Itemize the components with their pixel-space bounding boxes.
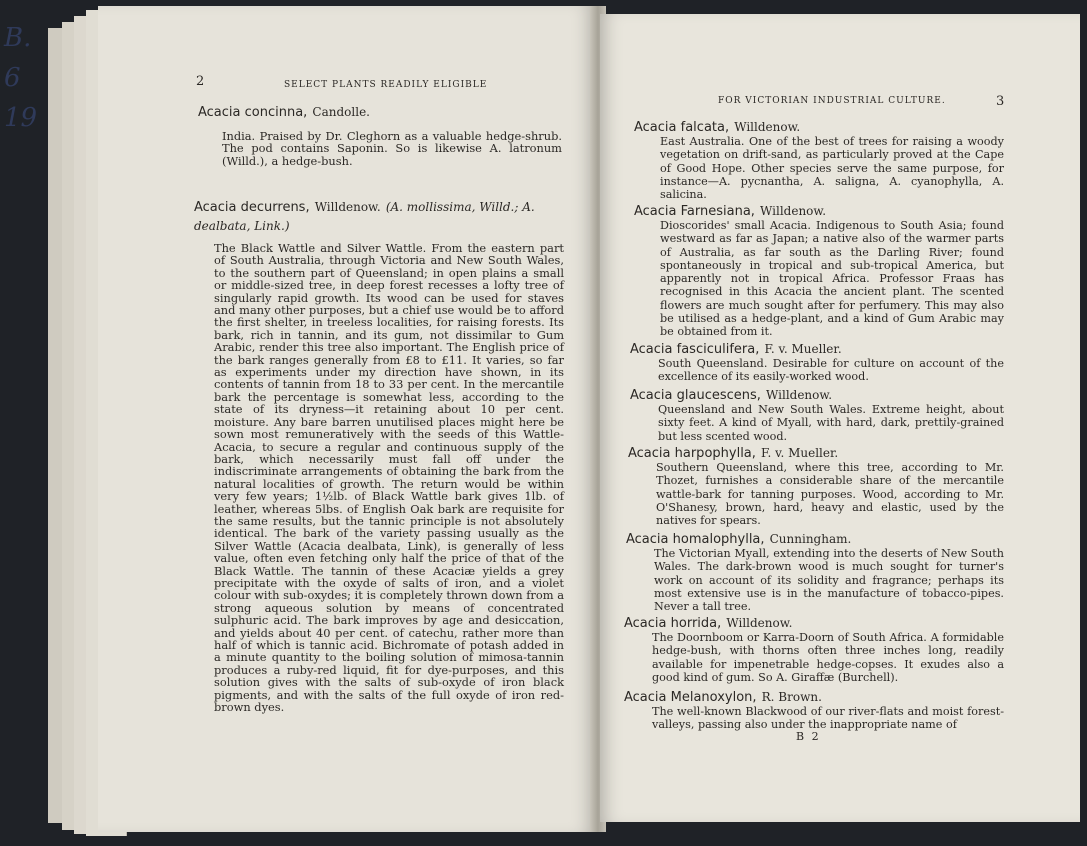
running-head: SELECT PLANTS READILY ELIGIBLE [284, 80, 488, 90]
left-page [98, 6, 594, 832]
entry-acacia-melanoxylon [624, 686, 1004, 732]
entry-acacia-horrida [624, 612, 1004, 684]
entry-name: Acacia harpophylla, [628, 446, 756, 461]
entry-acacia-falcata [634, 116, 1004, 201]
entry-name: Acacia fasciculifera, [630, 342, 760, 357]
entry-name: Acacia horrida, [624, 616, 722, 631]
entry-text: Queensland and New South Wales. Extreme height, about sixty feet. A kind of Myall, with hard, dark, prettily-grained but less scented wood. [658, 403, 1004, 443]
margin-note-line: 19 [4, 103, 38, 133]
entry-text: The well-known Blackwood of our river-flats and moist forest-valleys, passing also under the inappropriate name of [652, 705, 1004, 732]
entry-authority: Willdenow. [314, 200, 381, 214]
entry-acacia-farnesiana [634, 200, 1004, 339]
entry-text: Dioscorides' small Acacia. Indigenous to South Asia; found westward as far as Japan; a native also of the warmer parts of Australia, as far south as the Darling River; found spontaneously in tropical and sub-tropical America, but apparently not in tropical Africa. Professor Fraas has recognised in this Acacia the ancient plant. The scented flowers are much sought after for perfumery. This may also be utilised as a hedge-plant, and a kind of Gum Arabic may be obtained from it. [660, 219, 1004, 339]
margin-note-line: B. 6 [4, 23, 32, 93]
running-head: FOR VICTORIAN INDUSTRIAL CULTURE. [718, 96, 946, 106]
entry-authority: F. v. Mueller. [764, 342, 842, 356]
entry-text: The Victorian Myall, extending into the deserts of New South Wales. The dark-brown wood is much sought for turner's work on account of its solidity and fragrance; perhaps its most extensive use is in the manufacture of tobacco-pipes. Never a tall tree. [654, 547, 1004, 614]
entry-name: Acacia homalophylla, [626, 532, 765, 547]
entry-text: East Australia. One of the best of trees for raising a woody vegetation on drift-sand, as particularly proved at the Cape of Good Hope. Other species serve the same purpose, for instance—A. pycnantha, A. saligna, A. cyanophylla, A. salicina. [660, 135, 1004, 202]
entry-acacia-concinna [198, 101, 562, 168]
entry-synonyms: (A. mollissima, Willd.; A. dealbata, Link.) [194, 200, 535, 233]
entry-authority: Cunningham. [769, 532, 852, 546]
entry-authority: Willdenow. [734, 120, 801, 134]
right-page [600, 14, 1080, 822]
entry-acacia-homalophylla [626, 528, 1004, 613]
entry-authority: F. v. Mueller. [761, 446, 839, 460]
entry-text: Southern Queensland, where this tree, according to Mr. Thozet, furnishes a considerable share of the mercantile wattle-bark for tanning purposes. Wood, according to Mr. O'Shanesy, brown, hard, heavy and elastic, used by the natives for spears. [656, 461, 1004, 528]
entry-name: Acacia Melanoxylon, [624, 690, 757, 705]
entry-name: Acacia concinna, [198, 105, 308, 120]
entry-acacia-glaucescens [630, 384, 1004, 443]
entry-text: India. Praised by Dr. Cleghorn as a valuable hedge-shrub. The pod contains Saponin. So is likewise A. latronum (Willd.), a hedge-bush. [222, 129, 562, 168]
entry-authority: R. Brown. [761, 690, 822, 704]
entry-text: The Doornboom or Karra-Doorn of South Africa. A formidable hedge-bush, with thorns often three inches long, readily available for impenetrable hedge-copses. It exudes also a good kind of gum. So A. Giraffæ (Burchell). [652, 631, 1004, 684]
entry-acacia-fasciculifera [630, 338, 1004, 384]
entry-name: Acacia glaucescens, [630, 388, 761, 403]
entry-name: Acacia decurrens, [194, 200, 310, 215]
entry-acacia-decurrens [194, 196, 566, 713]
entry-name: Acacia falcata, [634, 120, 730, 135]
entry-acacia-harpophylla [628, 442, 1004, 527]
signature-mark: B 2 [796, 730, 821, 743]
entry-authority: Willdenow. [760, 204, 827, 218]
entry-authority: Willdenow. [726, 616, 793, 630]
page-number: 2 [196, 74, 205, 89]
entry-text: South Queensland. Desirable for culture on account of the excellence of its easily-worked wood. [658, 357, 1004, 384]
entry-authority: Candolle. [312, 105, 370, 119]
entry-name: Acacia Farnesiana, [634, 204, 755, 219]
entry-authority: Willdenow. [766, 388, 833, 402]
page-number: 3 [996, 94, 1005, 109]
margin-note [4, 18, 52, 138]
entry-text: The Black Wattle and Silver Wattle. From the eastern part of South Australia, through Victoria and New South Wales, to the southern part of Queensland; in open plains a small or middle-sized tree, in deep forest recesses a lofty tree of singularly rapid growth. Its wood can be used for staves and many other purposes, but a chief use would be to afford the first shelter, in treeless localities, for raising forests. Its bark, rich in tannin, and its gum, not dissimilar to Gum Arabic, render this tree also important. The English price of the bark ranges generally from £8 to £11. It varies, so far as experiments under my direction have shown, in its contents of tannin from 18 to 33 per cent. In the mercantile bark the percentage is somewhat less, according to the state of its dryness—it retaining about 10 per cent. moisture. Any bare barren unutilised places might here be sown most remuneratively with the seeds of this Wattle-Acacia, to secure a regular and continuous supply of the bark, which necessarily must fall off under the indiscriminate arrangements of obtaining the bark from the natural localities of growth. The return would be within very few years; 1½lb. of Black Wattle bark gives 1lb. of leather, whereas 5lbs. of English Oak bark are requisite for the same results, but the tannic principle is not absolutely identical. The bark of the variety passing usually as the Silver Wattle (Acacia dealbata, Link), is generally of less value, often even fetching only half the price of that of the Black Wattle. The tannin of these Acaciæ yields a grey precipitate with the oxyde of salts of iron, and a violet colour with sub-oxydes; it is completely thrown down from a strong aqueous solution by means of concentrated sulphuric acid. The bark improves by age and desiccation, and yields about 40 per cent. of catechu, rather more than half of which is tannic acid. Bichromate of potash added in a minute quantity to the boiling solution of mimosa-tannin produces a ruby-red liquid, fit for dye-purposes, and this solution gives with the salts of sub-oxyde of iron black pigments, and with the salts of the full oxyde of iron red-brown dyes. [214, 241, 564, 715]
